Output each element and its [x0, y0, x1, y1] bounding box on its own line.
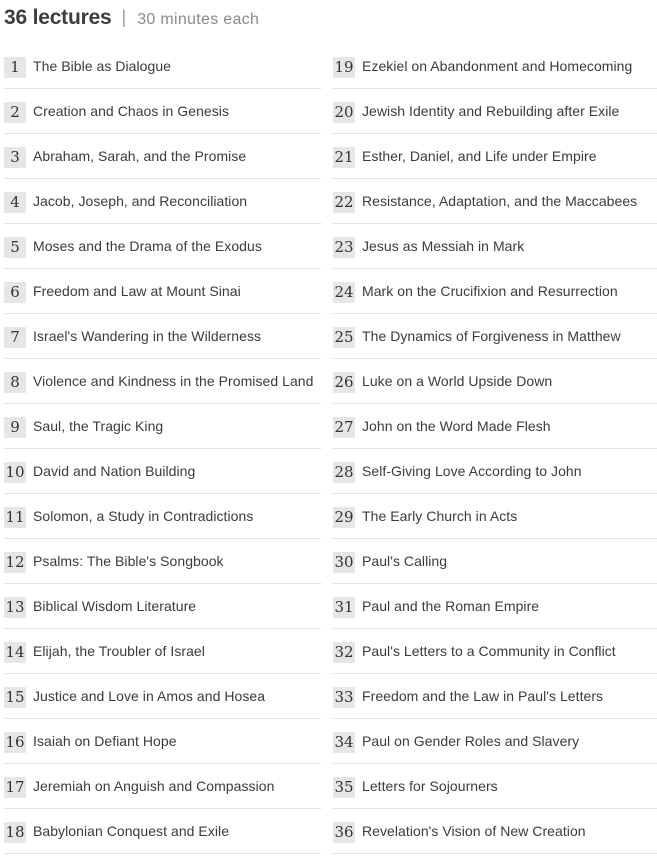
lecture-row [333, 134, 657, 179]
lecture-row [4, 449, 321, 494]
lecture-title: Abraham, Sarah, and the Promise [33, 148, 247, 164]
lecture-title: Moses and the Drama of the Exodus [33, 238, 262, 254]
header-separator: | [121, 7, 127, 27]
lecture-row [333, 404, 657, 449]
lecture-row [333, 494, 657, 539]
lecture-title: Paul's Calling [362, 553, 448, 569]
lecture-number: 31 [334, 598, 354, 616]
lecture-number: 33 [334, 688, 354, 706]
lecture-title: Paul's Letters to a Community in Conflict [362, 643, 616, 659]
lecture-row [4, 269, 321, 314]
lecture-number: 36 [334, 823, 354, 841]
lecture-number: 18 [5, 823, 25, 841]
lecture-title: Babylonian Conquest and Exile [33, 823, 230, 839]
lecture-row [4, 89, 321, 134]
lecture-row [4, 764, 321, 809]
lecture-row [4, 179, 321, 224]
lecture-title: Freedom and the Law in Paul's Letters [362, 688, 604, 704]
lecture-row [4, 359, 321, 404]
lecture-column-left [4, 44, 321, 854]
lecture-row [333, 314, 657, 359]
lecture-number: 6 [4, 282, 26, 303]
lecture-row [4, 314, 321, 359]
lecture-row [4, 134, 321, 179]
lecture-row [4, 44, 321, 89]
lecture-title: Biblical Wisdom Literature [33, 598, 197, 614]
lecture-title: Resistance, Adaptation, and the Maccabees [362, 193, 638, 209]
lecture-number: 30 [334, 553, 354, 571]
lecture-title: Self-Giving Love According to John [362, 463, 582, 479]
lecture-title: Jewish Identity and Rebuilding after Exile [362, 103, 620, 119]
lecture-title: John on the Word Made Flesh [362, 418, 551, 434]
lecture-title: Letters for Sojourners [362, 778, 498, 794]
lecture-title: Paul and the Roman Empire [362, 598, 540, 614]
lecture-number: 35 [334, 778, 354, 796]
lecture-number: 10 [5, 463, 25, 481]
lecture-number: 25 [334, 328, 354, 346]
lecture-title: Violence and Kindness in the Promised Land [33, 373, 314, 389]
lecture-number: 5 [4, 237, 26, 258]
lecture-number: 12 [5, 553, 25, 571]
lecture-number: 11 [5, 508, 25, 526]
lecture-title: Isaiah on Defiant Hope [33, 733, 177, 749]
lecture-row [4, 809, 321, 854]
lecture-title: Saul, the Tragic King [33, 418, 164, 434]
lecture-row [4, 629, 321, 674]
lecture-row [333, 89, 657, 134]
lecture-title: Freedom and Law at Mount Sinai [33, 283, 241, 299]
lecture-row [333, 359, 657, 404]
lecture-number: 24 [334, 283, 354, 301]
lecture-title: Ezekiel on Abandonment and Homecoming [362, 58, 633, 74]
lecture-number: 28 [334, 463, 354, 481]
lecture-number: 32 [334, 643, 354, 661]
lecture-title: Luke on a World Upside Down [362, 373, 553, 389]
lecture-number: 7 [4, 327, 26, 348]
lecture-number: 13 [5, 598, 25, 616]
lecture-row [333, 629, 657, 674]
lecture-title: Elijah, the Troubler of Israel [33, 643, 205, 659]
lecture-title: Esther, Daniel, and Life under Empire [362, 148, 597, 164]
lecture-title: Psalms: The Bible's Songbook [33, 553, 224, 569]
lecture-number: 9 [4, 417, 26, 438]
lecture-row [4, 224, 321, 269]
lecture-number: 29 [334, 508, 354, 526]
lecture-number: 15 [5, 688, 25, 706]
lecture-title: Revelation's Vision of New Creation [362, 823, 586, 839]
lecture-title: Mark on the Crucifixion and Resurrection [362, 283, 618, 299]
lecture-title: Creation and Chaos in Genesis [33, 103, 230, 119]
lecture-title: Justice and Love in Amos and Hosea [33, 688, 266, 704]
lecture-row [333, 44, 657, 89]
lecture-number: 2 [4, 102, 26, 123]
lecture-number: 22 [334, 193, 354, 211]
lecture-title: The Dynamics of Forgiveness in Matthew [362, 328, 621, 344]
lecture-row [333, 719, 657, 764]
lecture-title: Jeremiah on Anguish and Compassion [33, 778, 275, 794]
lecture-number: 34 [334, 733, 354, 751]
lecture-row [333, 674, 657, 719]
lecture-number: 23 [334, 238, 354, 256]
lecture-row [333, 179, 657, 224]
lecture-count: 36 lectures [4, 6, 112, 29]
lecture-number: 14 [5, 643, 25, 661]
lecture-number: 8 [4, 372, 26, 393]
lecture-duration: 30 minutes each [137, 11, 260, 28]
lecture-row [4, 674, 321, 719]
lecture-row [4, 539, 321, 584]
lecture-row [333, 449, 657, 494]
lecture-title: Solomon, a Study in Contradictions [33, 508, 254, 524]
lecture-number: 16 [5, 733, 25, 751]
lecture-number: 4 [4, 192, 26, 213]
lecture-title: Jacob, Joseph, and Reconciliation [33, 193, 248, 209]
lecture-title: Jesus as Messiah in Mark [362, 238, 525, 254]
lecture-number: 26 [334, 373, 354, 391]
lecture-number: 19 [334, 58, 354, 76]
lecture-title: Israel's Wandering in the Wilderness [33, 328, 262, 344]
lecture-column-right [333, 44, 657, 854]
lecture-row [4, 584, 321, 629]
lecture-row [333, 584, 657, 629]
lecture-title: David and Nation Building [33, 463, 196, 479]
lecture-title: The Early Church in Acts [362, 508, 518, 524]
lecture-row [333, 539, 657, 584]
lecture-number: 17 [5, 778, 25, 796]
lecture-row [4, 719, 321, 764]
lecture-row [333, 269, 657, 314]
lecture-row [4, 404, 321, 449]
lecture-title: Paul on Gender Roles and Slavery [362, 733, 580, 749]
lecture-number: 21 [334, 148, 354, 166]
lecture-number: 1 [4, 57, 26, 78]
lecture-title: The Bible as Dialogue [33, 58, 172, 74]
lecture-row [333, 224, 657, 269]
lecture-number: 27 [334, 418, 354, 436]
lecture-number: 3 [4, 147, 26, 168]
lecture-row [333, 764, 657, 809]
lecture-row [4, 494, 321, 539]
lecture-number: 20 [334, 103, 354, 121]
lecture-row [333, 809, 657, 854]
